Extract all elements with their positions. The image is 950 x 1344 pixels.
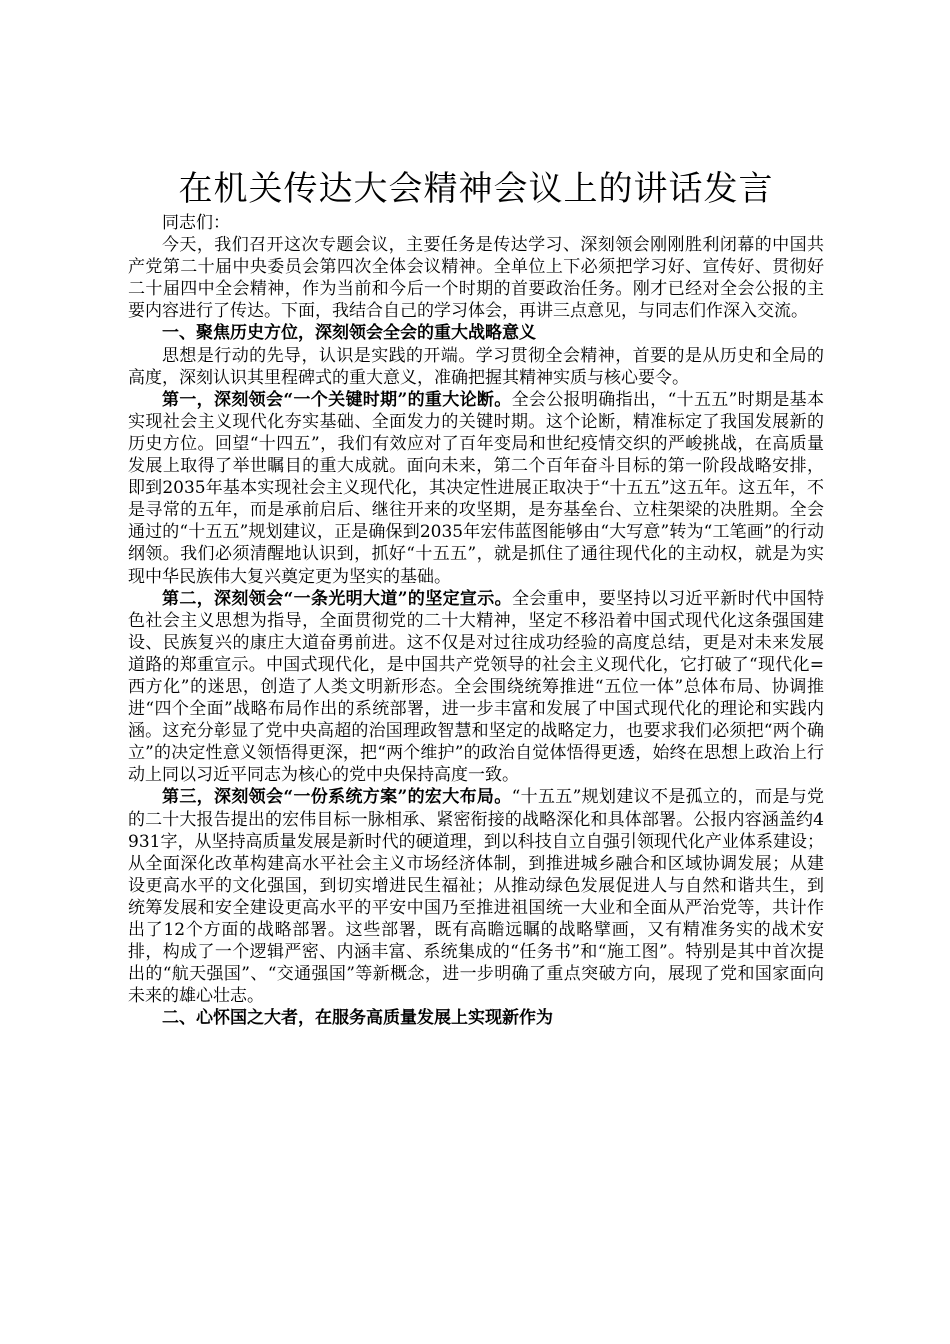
section-2-heading: 二、心怀国之大者，在服务高质量发展上实现新作为 — [162, 1008, 553, 1029]
point-2-body: 全会重申，要坚持以习近平新时代中国特色社会主义思想为指导，全面贯彻党的二十大精神，坚定不移沿着中国式现代化这条强国建设、民族复兴的康庄大道奋勇前进。这不仅是对过往成功经验的高度总结，更是对未来发展道路的郑重宣示。中国式现代化，是中国共产党领导的社会主义现代化，它打破了“现代化=西方化”的迷思，创造了人类文明新形态。全会围绕统筹推进“五位一体”总体布局、协调推进“四个全面”战略布局作出的系统部署，进一步丰富和发展了中国式现代化的理论和实践内涵。这充分彰显了党中央高超的治国理政智慧和坚定的战略定力，也要求我们必须把“两个确立”的决定性意义领悟得更深，把“两个维护”的政治自觉体悟得更透，始终在思想上政治上行动上同以习近平同志为核心的党中央保持高度一致。 — [128, 588, 824, 786]
section-1-point-3 — [128, 786, 824, 1007]
section-1-point-2 — [128, 588, 824, 787]
intro-paragraph: 今天，我们召开这次专题会议，主要任务是传达学习、深刻领会刚刚胜利闭幕的中国共产党第二十届中央委员会第四次全体会议精神。全单位上下必须把学习好、宣传好、贯彻好二十届四中全会精神，作为当前和今后一个时期的首要政治任务。刚才已经对全会公报的主要内容进行了传达。下面，我结合自己的学习体会，再讲三点意见，与同志们作深入交流。 — [128, 235, 824, 322]
point-2-lead: 第二，深刻领会“一条光明大道”的坚定宣示。 — [162, 588, 512, 609]
point-1-lead: 第一，深刻领会“一个关键时期”的重大论断。 — [162, 389, 512, 410]
point-1-body: 全会公报明确指出，“十五五”时期是基本实现社会主义现代化夯实基础、全面发力的关键时期。这个论断，精准标定了我国发展新的历史方位。回望“十四五”，我们有效应对了百年变局和世纪疫情交织的严峻挑战，在高质量发展上取得了举世瞩目的重大成就。面向未来，第二个百年奋斗目标的第一阶段战略安排，即到2035年基本实现社会主义现代化，其决定性进展正取决于“十五五”这五年。这五年，不是寻常的五年，而是承前启后、继往开来的攻坚期，是夯基垒台、立柱架梁的决胜期。全会通过的“十五五”规划建议，正是确保到2035年宏伟蓝图能够由“大写意”转为“工笔画”的行动纲领。我们必须清醒地认识到，抓好“十五五”，就是抓住了通往现代化的主动权，就是为实现中华民族伟大复兴奠定更为坚实的基础。 — [128, 389, 824, 587]
point-3-body: “十五五”规划建议不是孤立的，而是与党的二十大报告提出的宏伟目标一脉相承、紧密衔接的战略深化和具体部署。公报内容涵盖约4931字，从坚持高质量发展是新时代的硬道理，到以科技自立自强引领现代化产业体系建设；从全面深化改革构建高水平社会主义市场经济体制，到推进城乡融合和区域协调发展；从建设更高水平的文化强国，到切实增进民生福祉；从推动绿色发展促进人与自然和谐共生，到统筹发展和安全建设更高水平的平安中国乃至推进祖国统一大业和全面从严治党等，共计作出了12个方面的战略部署。这些部署，既有高瞻远瞩的战略擘画，又有精准务实的战术安排，构成了一个逻辑严密、内涵丰富、系统集成的“任务书”和“施工图”。特别是其中首次提出的“航天强国”、“交通强国”等新概念，进一步明确了重点突破方向，展现了党和国家面向未来的雄心壮志。 — [128, 787, 824, 1007]
salutation: 同志们： — [162, 213, 230, 233]
point-3-lead: 第三，深刻领会“一份系统方案”的宏大布局。 — [162, 787, 512, 808]
section-1-intro: 思想是行动的先导，认识是实践的开端。学习贯彻全会精神，首要的是从历史和全局的高度，深刻认识其里程碑式的重大意义，准确把握其精神实质与核心要令。 — [128, 345, 824, 388]
section-1-point-1 — [128, 389, 824, 588]
document-page — [128, 166, 824, 1029]
section-1-heading: 一、聚焦历史方位，深刻领会全会的重大战略意义 — [162, 323, 536, 344]
document-title: 在机关传达大会精神会议上的讲话发言 — [178, 169, 774, 209]
